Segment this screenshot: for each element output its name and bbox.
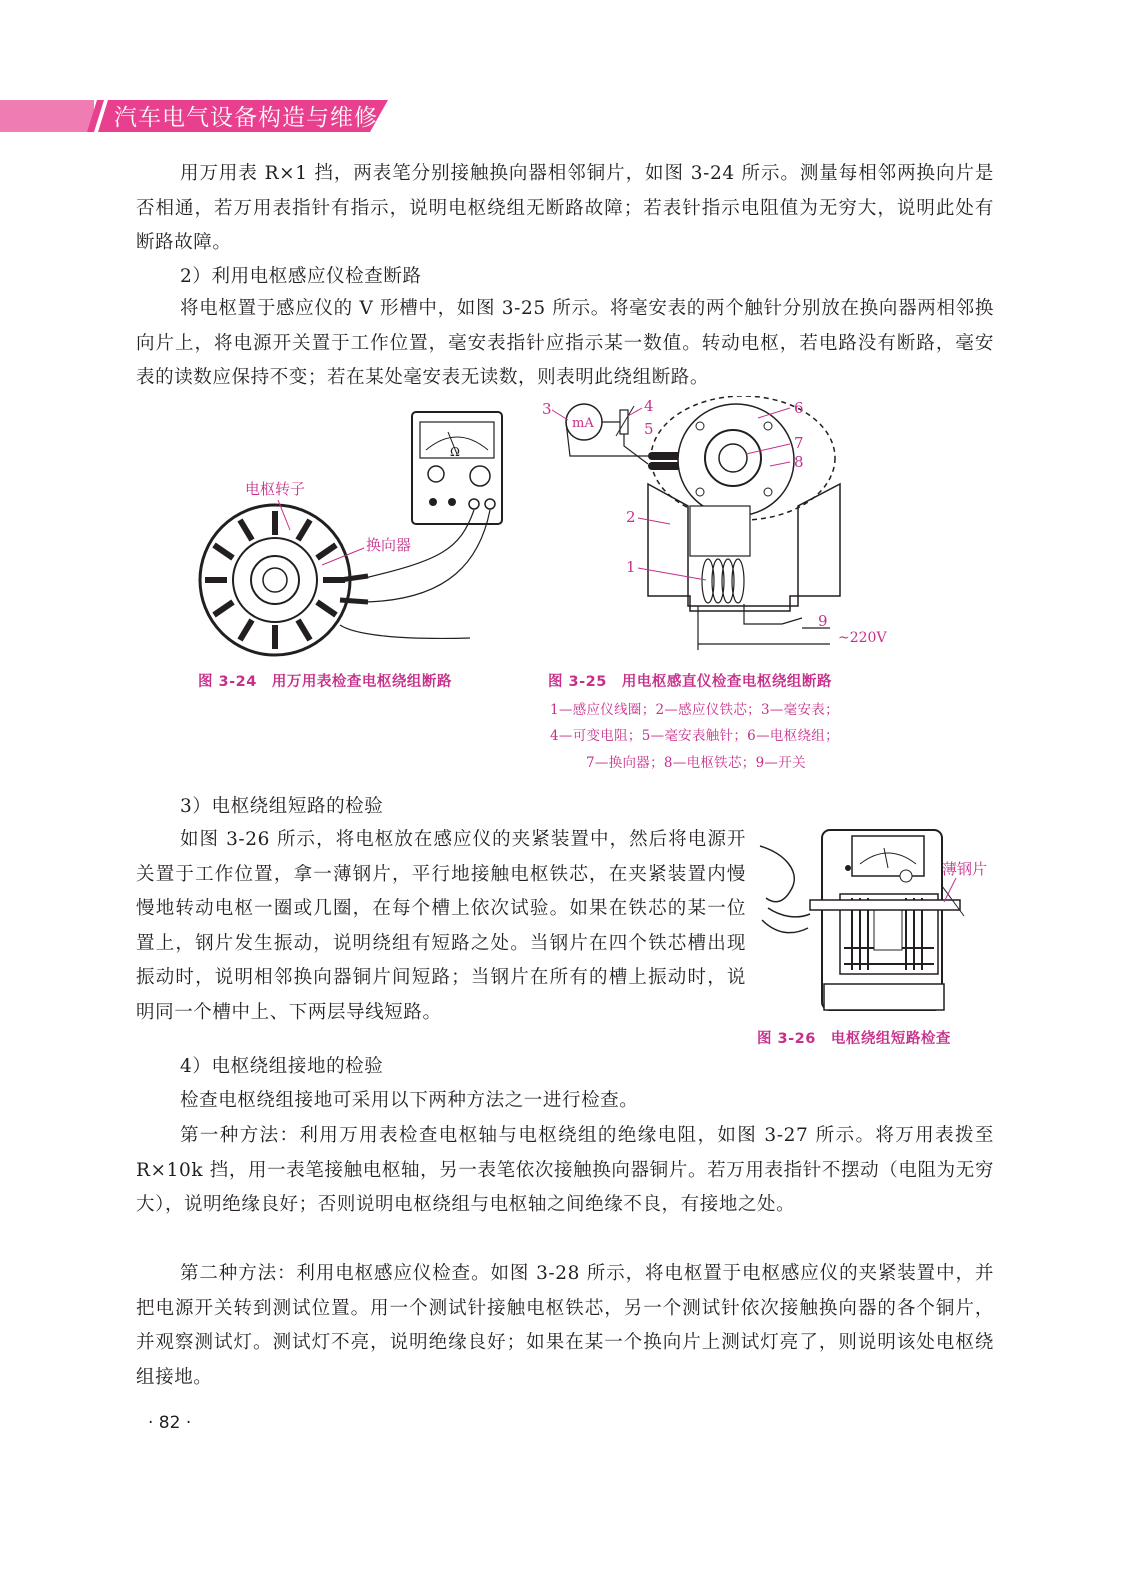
figure-3-25 (540, 396, 900, 650)
callout-6: 6 (794, 399, 804, 417)
paragraph-2: 将电枢置于感应仪的 V 形槽中，如图 3-25 所示。将毫安表的两个触针分别放在换向器两相邻换向片上，将电源开关置于工作位置，毫安表指针应指示某一数值。转动电枢，若电路没有断路，毫安表的读数应保持不变；若在某处毫安表无读数，则表明此绕组断路。 (136, 298, 994, 388)
book-title: 汽车电气设备构造与维修 (114, 105, 378, 131)
figure-3-24-caption: 图 3-24 用万用表检查电枢绕组断路 (198, 674, 452, 690)
label-thin-steel: 薄钢片 (942, 860, 988, 878)
callout-5: 5 (644, 420, 654, 438)
page-number: · 82 · (148, 1413, 192, 1433)
callout-1: 1 (626, 558, 636, 576)
ma-meter-label: mA (572, 416, 594, 431)
paragraph-1: 用万用表 R×1 挡，两表笔分别接触换向器相邻铜片，如图 3-24 所示。测量每相邻两换向片是否相通，若万用表指针有指示，说明电枢绕组无断路故障；若表针指示电阻值为无穷大，说明此处有断路故障。 (136, 163, 994, 253)
subheading-3: 3）电枢绕组短路的检验 (180, 796, 384, 817)
subheading-4: 4）电枢绕组接地的检验 (180, 1056, 384, 1077)
callout-9: 9 (818, 612, 828, 630)
voltage-label: ~220V (838, 630, 887, 646)
figure-3-26-caption: 图 3-26 电枢绕组短路检查 (757, 1031, 951, 1047)
callout-3: 3 (542, 400, 552, 418)
chapter-header (0, 96, 388, 136)
figure-3-25-legend-3: 7—换向器；8—电枢铁芯；9—开关 (586, 755, 806, 771)
figure-3-25-legend-2: 4—可变电阻；5—毫安表触针；6—电枢绕组； (550, 728, 839, 744)
paragraph-5: 第一种方法：利用万用表检查电枢轴与电枢绕组的绝缘电阻，如图 3-27 所示。将万用表拨至 R×10k 挡，用一表笔接触电枢轴，另一表笔依次接触换向器铜片。若万用表指针不摆动（电阻为无穷大），说明绝缘良好；否则说明电枢绕组与电枢轴之间绝缘不良，有接地之处。 (136, 1125, 994, 1215)
figure-3-26 (756, 824, 996, 1014)
label-commutator: 换向器 (366, 536, 412, 554)
label-armature-rotor: 电枢转子 (245, 480, 306, 498)
paragraph-6: 第二种方法：利用电枢感应仪检查。如图 3-28 所示，将电枢置于电枢感应仪的夹紧装置中，并把电源开关转到测试位置。用一个测试针接触电枢铁芯，另一个测试针依次接触换向器的各个铜片，并观察测试灯。测试灯不亮，说明绝缘良好；如果在某一个换向片上测试灯亮了，则说明该处电枢绕组接地。 (136, 1263, 994, 1388)
callout-2: 2 (626, 508, 636, 526)
ohm-symbol: Ω (450, 445, 460, 459)
callout-8: 8 (794, 453, 804, 471)
figure-3-24 (190, 410, 510, 660)
paragraph-3: 如图 3-26 所示，将电枢放在感应仪的夹紧装置中，然后将电源开关置于工作位置，拿一薄钢片，平行地接触电枢铁芯，在夹紧装置内慢慢地转动电枢一圈或几圈，在每个槽上依次试验。如果在铁芯的某一位置上，钢片发生振动，说明绕组有短路之处。当钢片在四个铁芯槽出现振动时，说明相邻换向器铜片间短路；当钢片在所有的槽上振动时，说明同一个槽中上、下两层导线短路。 (136, 829, 746, 1023)
subheading-2: 2）利用电枢感应仪检查断路 (180, 266, 422, 287)
callout-4: 4 (644, 397, 654, 415)
paragraph-4: 检查电枢绕组接地可采用以下两种方法之一进行检查。 (180, 1090, 639, 1111)
figure-3-25-caption: 图 3-25 用电枢感直仪检查电枢绕组断路 (548, 674, 832, 690)
figure-3-25-legend-1: 1—感应仪线圈；2—感应仪铁芯；3—毫安表； (550, 702, 839, 718)
callout-7: 7 (794, 434, 804, 452)
